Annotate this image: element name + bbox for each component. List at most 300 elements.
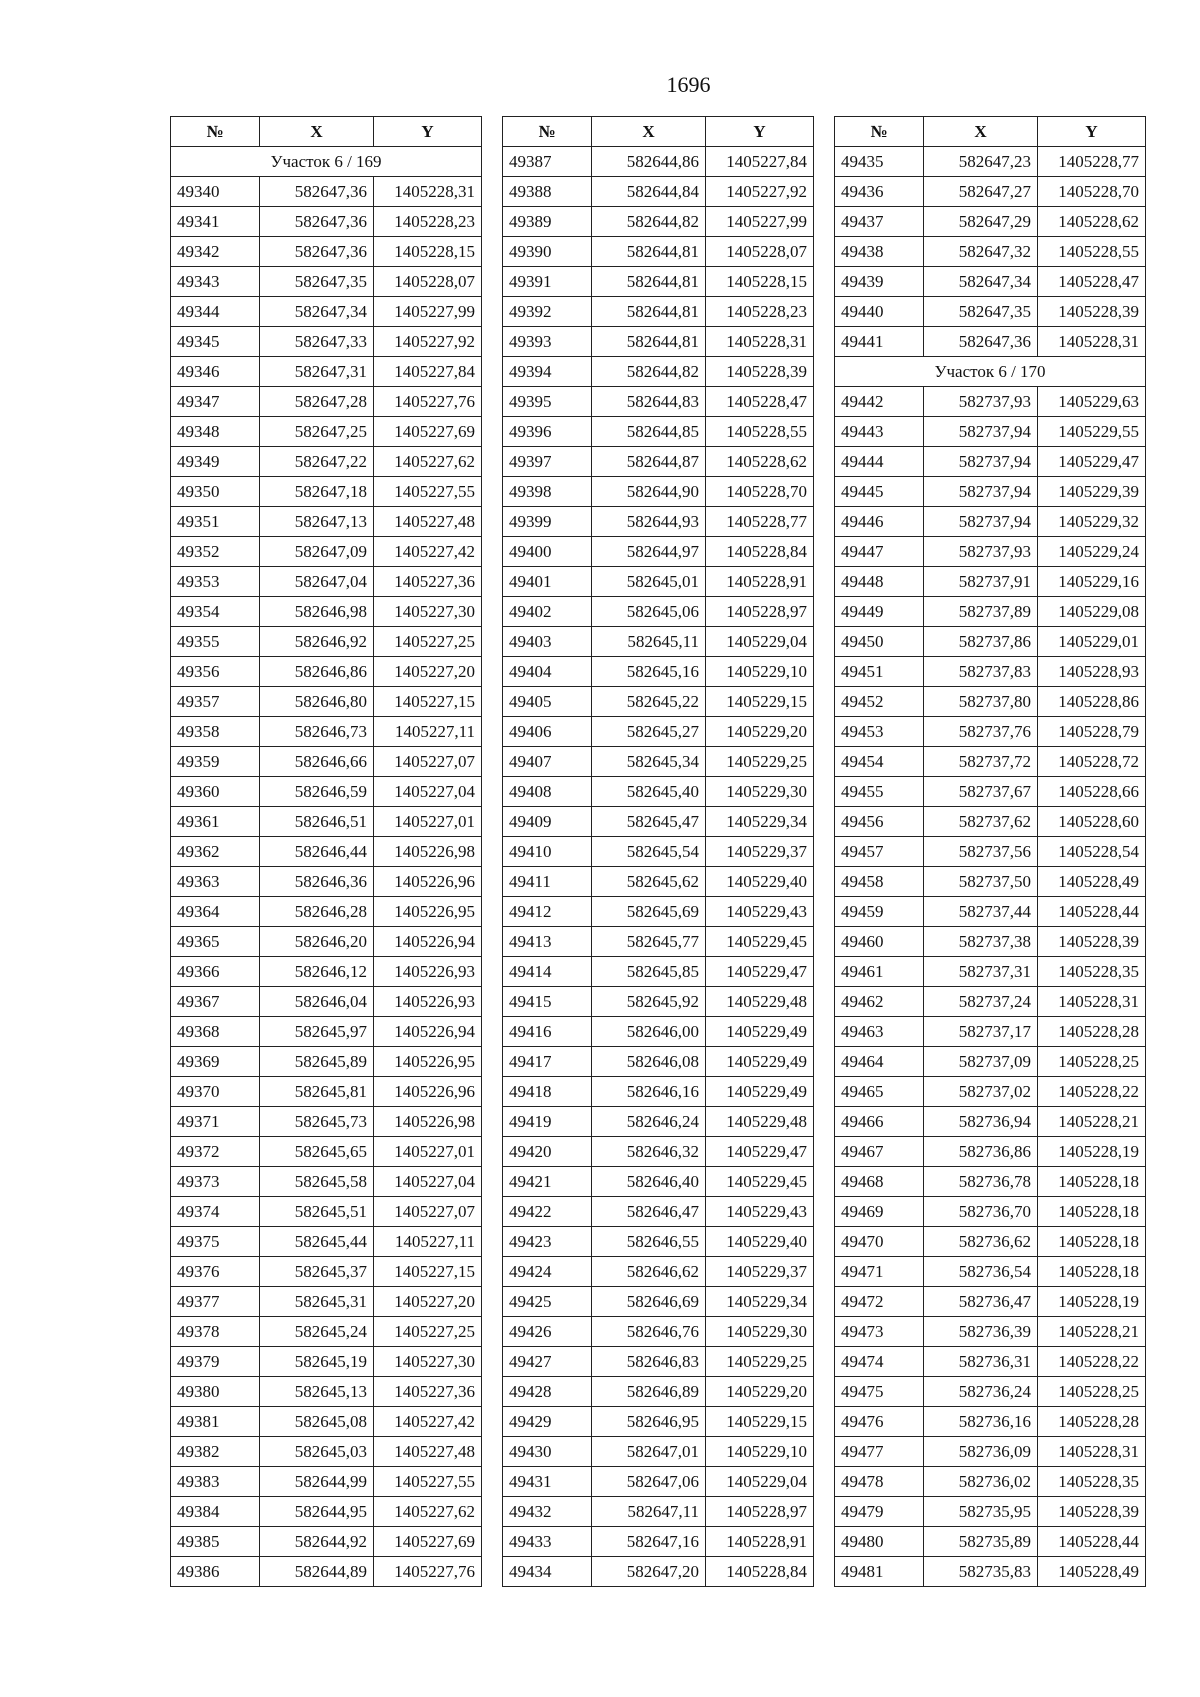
coord-y: 1405228,84: [706, 537, 814, 567]
coord-y: 1405226,96: [374, 867, 482, 897]
point-number: 49398: [503, 477, 592, 507]
point-number: 49393: [503, 327, 592, 357]
table-row: [503, 1527, 814, 1557]
coord-x: 582735,83: [924, 1557, 1038, 1587]
point-number: 49471: [835, 1257, 924, 1287]
coord-y: 1405229,30: [706, 777, 814, 807]
point-number: 49434: [503, 1557, 592, 1587]
coord-x: 582736,94: [924, 1107, 1038, 1137]
table-row: [503, 1197, 814, 1227]
table-row: [835, 627, 1146, 657]
coord-y: 1405226,94: [374, 927, 482, 957]
point-number: 49372: [171, 1137, 260, 1167]
coord-x: 582646,66: [260, 747, 374, 777]
coord-y: 1405227,20: [374, 657, 482, 687]
coord-y: 1405229,25: [706, 747, 814, 777]
coord-x: 582737,93: [924, 537, 1038, 567]
coord-x: 582644,82: [592, 357, 706, 387]
coord-x: 582646,80: [260, 687, 374, 717]
table-row: [503, 1047, 814, 1077]
point-number: 49441: [835, 327, 924, 357]
coord-y: 1405227,42: [374, 1407, 482, 1437]
coord-x: 582646,95: [592, 1407, 706, 1437]
table-row: [503, 1437, 814, 1467]
table-row: [835, 147, 1146, 177]
coord-x: 582645,54: [592, 837, 706, 867]
table-row: [171, 1557, 482, 1587]
table-row: [835, 327, 1146, 357]
table-row: [171, 897, 482, 927]
table-row: [171, 417, 482, 447]
coord-y: 1405229,47: [1038, 447, 1146, 477]
point-number: 49420: [503, 1137, 592, 1167]
header-x: X: [260, 117, 374, 147]
coord-y: 1405228,15: [374, 237, 482, 267]
coord-x: 582737,80: [924, 687, 1038, 717]
point-number: 49389: [503, 207, 592, 237]
coord-x: 582737,94: [924, 477, 1038, 507]
table-row: [171, 957, 482, 987]
coord-x: 582645,27: [592, 717, 706, 747]
coord-y: 1405229,04: [706, 627, 814, 657]
point-number: 49478: [835, 1467, 924, 1497]
point-number: 49433: [503, 1527, 592, 1557]
point-number: 49451: [835, 657, 924, 687]
coord-y: 1405229,45: [706, 1167, 814, 1197]
point-number: 49352: [171, 537, 260, 567]
table-row: [503, 1407, 814, 1437]
point-number: 49402: [503, 597, 592, 627]
point-number: 49376: [171, 1257, 260, 1287]
coord-x: 582646,51: [260, 807, 374, 837]
coord-x: 582646,12: [260, 957, 374, 987]
coord-y: 1405226,95: [374, 1047, 482, 1077]
point-number: 49348: [171, 417, 260, 447]
section-row: [171, 147, 482, 177]
header-number: №: [171, 117, 260, 147]
coord-x: 582736,54: [924, 1257, 1038, 1287]
point-number: 49427: [503, 1347, 592, 1377]
point-number: 49387: [503, 147, 592, 177]
table-row: [503, 1347, 814, 1377]
table-row: [835, 1017, 1146, 1047]
coord-y: 1405228,49: [1038, 867, 1146, 897]
point-number: 49405: [503, 687, 592, 717]
point-number: 49368: [171, 1017, 260, 1047]
point-number: 49344: [171, 297, 260, 327]
point-number: 49481: [835, 1557, 924, 1587]
table-row: [171, 207, 482, 237]
coord-y: 1405227,76: [374, 1557, 482, 1587]
table-row: [835, 837, 1146, 867]
point-number: 49408: [503, 777, 592, 807]
point-number: 49466: [835, 1107, 924, 1137]
coord-y: 1405227,25: [374, 627, 482, 657]
point-number: 49432: [503, 1497, 592, 1527]
coord-y: 1405228,22: [1038, 1077, 1146, 1107]
section-title: Участок 6 / 170: [835, 357, 1146, 387]
table-row: [503, 807, 814, 837]
coord-x: 582646,92: [260, 627, 374, 657]
coord-x: 582736,16: [924, 1407, 1038, 1437]
point-number: 49365: [171, 927, 260, 957]
table-row: [503, 1137, 814, 1167]
point-number: 49467: [835, 1137, 924, 1167]
coord-x: 582647,34: [260, 297, 374, 327]
table-row: [171, 987, 482, 1017]
point-number: 49436: [835, 177, 924, 207]
coord-x: 582647,36: [260, 177, 374, 207]
table-row: [835, 1527, 1146, 1557]
coord-x: 582737,94: [924, 417, 1038, 447]
table-row: [503, 1107, 814, 1137]
table-row: [835, 537, 1146, 567]
table-row: [503, 1077, 814, 1107]
coord-y: 1405227,92: [706, 177, 814, 207]
coord-x: 582647,23: [924, 147, 1038, 177]
coord-x: 582737,02: [924, 1077, 1038, 1107]
table-row: [503, 897, 814, 927]
point-number: 49378: [171, 1317, 260, 1347]
point-number: 49369: [171, 1047, 260, 1077]
coord-x: 582737,89: [924, 597, 1038, 627]
coord-x: 582645,19: [260, 1347, 374, 1377]
table-row: [503, 1497, 814, 1527]
coord-y: 1405227,92: [374, 327, 482, 357]
coord-y: 1405229,04: [706, 1467, 814, 1497]
point-number: 49472: [835, 1287, 924, 1317]
coord-x: 582644,86: [592, 147, 706, 177]
header-number: №: [835, 117, 924, 147]
table-row: [503, 1317, 814, 1347]
point-number: 49414: [503, 957, 592, 987]
coord-y: 1405227,11: [374, 1227, 482, 1257]
coord-x: 582644,83: [592, 387, 706, 417]
point-number: 49455: [835, 777, 924, 807]
point-number: 49410: [503, 837, 592, 867]
point-number: 49426: [503, 1317, 592, 1347]
coord-x: 582647,09: [260, 537, 374, 567]
coord-x: 582645,06: [592, 597, 706, 627]
table-row: [503, 1377, 814, 1407]
coord-y: 1405229,47: [706, 1137, 814, 1167]
coord-x: 582647,20: [592, 1557, 706, 1587]
table-row: [171, 717, 482, 747]
point-number: 49397: [503, 447, 592, 477]
coord-y: 1405227,07: [374, 1197, 482, 1227]
table-row: [171, 1497, 482, 1527]
coord-x: 582646,69: [592, 1287, 706, 1317]
table-row: [171, 1227, 482, 1257]
coordinate-table-1: [170, 116, 482, 1587]
table-row: [835, 1287, 1146, 1317]
table-row: [835, 657, 1146, 687]
coord-y: 1405229,43: [706, 897, 814, 927]
coord-y: 1405228,39: [706, 357, 814, 387]
coord-x: 582646,98: [260, 597, 374, 627]
coord-x: 582646,28: [260, 897, 374, 927]
coord-y: 1405228,84: [706, 1557, 814, 1587]
coord-y: 1405227,55: [374, 477, 482, 507]
coord-x: 582646,08: [592, 1047, 706, 1077]
coord-x: 582737,17: [924, 1017, 1038, 1047]
coord-y: 1405229,49: [706, 1017, 814, 1047]
table-row: [503, 417, 814, 447]
point-number: 49454: [835, 747, 924, 777]
coord-y: 1405228,62: [1038, 207, 1146, 237]
table-row: [835, 1227, 1146, 1257]
coord-x: 582645,01: [592, 567, 706, 597]
coord-y: 1405227,25: [374, 1317, 482, 1347]
coord-x: 582645,77: [592, 927, 706, 957]
table-row: [503, 1257, 814, 1287]
coord-y: 1405226,95: [374, 897, 482, 927]
table-row: [835, 237, 1146, 267]
coord-x: 582646,55: [592, 1227, 706, 1257]
table-row: [171, 1437, 482, 1467]
coord-x: 582644,81: [592, 237, 706, 267]
coord-y: 1405228,25: [1038, 1377, 1146, 1407]
coord-y: 1405228,28: [1038, 1017, 1146, 1047]
point-number: 49356: [171, 657, 260, 687]
coord-x: 582645,89: [260, 1047, 374, 1077]
coord-x: 582646,04: [260, 987, 374, 1017]
table-row: [503, 747, 814, 777]
point-number: 49463: [835, 1017, 924, 1047]
coord-y: 1405229,45: [706, 927, 814, 957]
header-number: №: [503, 117, 592, 147]
coord-y: 1405227,36: [374, 1377, 482, 1407]
coord-y: 1405227,20: [374, 1287, 482, 1317]
point-number: 49399: [503, 507, 592, 537]
point-number: 49341: [171, 207, 260, 237]
coord-y: 1405228,35: [1038, 1467, 1146, 1497]
coord-y: 1405228,18: [1038, 1167, 1146, 1197]
table-row: [503, 1017, 814, 1047]
coord-x: 582645,51: [260, 1197, 374, 1227]
coord-y: 1405228,28: [1038, 1407, 1146, 1437]
coord-x: 582646,76: [592, 1317, 706, 1347]
coord-y: 1405228,49: [1038, 1557, 1146, 1587]
point-number: 49477: [835, 1437, 924, 1467]
coord-x: 582644,87: [592, 447, 706, 477]
point-number: 49439: [835, 267, 924, 297]
table-row: [171, 597, 482, 627]
coord-y: 1405229,63: [1038, 387, 1146, 417]
table-row: [835, 447, 1146, 477]
point-number: 49445: [835, 477, 924, 507]
point-number: 49361: [171, 807, 260, 837]
coord-y: 1405228,66: [1038, 777, 1146, 807]
point-number: 49343: [171, 267, 260, 297]
table-row: [835, 957, 1146, 987]
section-title: Участок 6 / 169: [171, 147, 482, 177]
table-row: [835, 1377, 1146, 1407]
page-number: 1696: [666, 72, 711, 97]
coord-x: 582645,34: [592, 747, 706, 777]
header-y: Y: [706, 117, 814, 147]
coord-y: 1405228,86: [1038, 687, 1146, 717]
coord-x: 582645,37: [260, 1257, 374, 1287]
point-number: 49404: [503, 657, 592, 687]
table-row: [835, 477, 1146, 507]
table-row: [503, 927, 814, 957]
coord-x: 582647,22: [260, 447, 374, 477]
table-row: [503, 1227, 814, 1257]
table-row: [835, 597, 1146, 627]
coord-x: 582645,16: [592, 657, 706, 687]
point-number: 49443: [835, 417, 924, 447]
coord-x: 582647,11: [592, 1497, 706, 1527]
coord-y: 1405227,36: [374, 567, 482, 597]
coord-x: 582647,06: [592, 1467, 706, 1497]
coord-x: 582737,76: [924, 717, 1038, 747]
coord-x: 582647,34: [924, 267, 1038, 297]
point-number: 49385: [171, 1527, 260, 1557]
coord-x: 582645,85: [592, 957, 706, 987]
table-row: [503, 957, 814, 987]
coord-x: 582645,44: [260, 1227, 374, 1257]
coord-x: 582735,95: [924, 1497, 1038, 1527]
coord-y: 1405226,93: [374, 987, 482, 1017]
point-number: 49476: [835, 1407, 924, 1437]
coord-y: 1405227,69: [374, 1527, 482, 1557]
coord-x: 582644,97: [592, 537, 706, 567]
point-number: 49384: [171, 1497, 260, 1527]
table-row: [171, 927, 482, 957]
point-number: 49459: [835, 897, 924, 927]
table-row: [171, 357, 482, 387]
coord-x: 582647,36: [260, 237, 374, 267]
coord-x: 582737,67: [924, 777, 1038, 807]
header-x: X: [924, 117, 1038, 147]
coord-y: 1405228,62: [706, 447, 814, 477]
coord-y: 1405228,18: [1038, 1197, 1146, 1227]
section-row: [835, 357, 1146, 387]
coord-y: 1405228,18: [1038, 1257, 1146, 1287]
point-number: 49447: [835, 537, 924, 567]
table-row: [171, 1257, 482, 1287]
point-number: 49468: [835, 1167, 924, 1197]
table-row: [835, 297, 1146, 327]
table-row: [171, 1317, 482, 1347]
coord-y: 1405229,37: [706, 837, 814, 867]
coord-x: 582736,31: [924, 1347, 1038, 1377]
point-number: 49470: [835, 1227, 924, 1257]
point-number: 49418: [503, 1077, 592, 1107]
coord-x: 582646,40: [592, 1167, 706, 1197]
table-row: [503, 567, 814, 597]
coord-x: 582647,36: [924, 327, 1038, 357]
coord-x: 582646,24: [592, 1107, 706, 1137]
coord-x: 582644,81: [592, 327, 706, 357]
table-row: [171, 1407, 482, 1437]
point-number: 49403: [503, 627, 592, 657]
coord-y: 1405228,97: [706, 597, 814, 627]
point-number: 49413: [503, 927, 592, 957]
coord-x: 582647,35: [924, 297, 1038, 327]
point-number: 49462: [835, 987, 924, 1017]
coord-x: 582736,70: [924, 1197, 1038, 1227]
table-header-row: [171, 117, 482, 147]
table-row: [835, 177, 1146, 207]
coord-x: 582645,92: [592, 987, 706, 1017]
coord-y: 1405229,34: [706, 807, 814, 837]
point-number: 49444: [835, 447, 924, 477]
table-row: [835, 567, 1146, 597]
point-number: 49364: [171, 897, 260, 927]
coord-y: 1405228,18: [1038, 1227, 1146, 1257]
table-row: [835, 1497, 1146, 1527]
coord-y: 1405229,08: [1038, 597, 1146, 627]
point-number: 49345: [171, 327, 260, 357]
coord-y: 1405227,30: [374, 597, 482, 627]
point-number: 49377: [171, 1287, 260, 1317]
coord-y: 1405228,31: [1038, 327, 1146, 357]
table-row: [835, 1317, 1146, 1347]
coord-y: 1405228,93: [1038, 657, 1146, 687]
coord-y: 1405227,04: [374, 1167, 482, 1197]
coord-x: 582647,18: [260, 477, 374, 507]
coord-x: 582645,81: [260, 1077, 374, 1107]
point-number: 49480: [835, 1527, 924, 1557]
coord-x: 582737,56: [924, 837, 1038, 867]
table-row: [171, 567, 482, 597]
coord-x: 582647,04: [260, 567, 374, 597]
coord-y: 1405227,62: [374, 1497, 482, 1527]
coord-y: 1405227,76: [374, 387, 482, 417]
table-row: [171, 327, 482, 357]
table-row: [171, 477, 482, 507]
coord-y: 1405228,44: [1038, 897, 1146, 927]
point-number: 49373: [171, 1167, 260, 1197]
coord-x: 582737,62: [924, 807, 1038, 837]
point-number: 49411: [503, 867, 592, 897]
point-number: 49366: [171, 957, 260, 987]
coord-x: 582737,93: [924, 387, 1038, 417]
point-number: 49412: [503, 897, 592, 927]
coord-y: 1405228,47: [1038, 267, 1146, 297]
table-row: [835, 1257, 1146, 1287]
coord-x: 582737,86: [924, 627, 1038, 657]
coord-y: 1405228,22: [1038, 1347, 1146, 1377]
point-number: 49363: [171, 867, 260, 897]
point-number: 49430: [503, 1437, 592, 1467]
coord-x: 582737,72: [924, 747, 1038, 777]
point-number: 49428: [503, 1377, 592, 1407]
table-row: [171, 1107, 482, 1137]
table-row: [835, 897, 1146, 927]
coord-x: 582645,69: [592, 897, 706, 927]
header-y: Y: [1038, 117, 1146, 147]
coord-y: 1405227,84: [706, 147, 814, 177]
coord-y: 1405228,07: [374, 267, 482, 297]
coordinate-table-2: [502, 116, 814, 1587]
coord-y: 1405228,07: [706, 237, 814, 267]
point-number: 49362: [171, 837, 260, 867]
table-row: [503, 477, 814, 507]
coord-x: 582737,94: [924, 447, 1038, 477]
table-row: [171, 237, 482, 267]
coord-y: 1405229,25: [706, 1347, 814, 1377]
header-x: X: [592, 117, 706, 147]
table-row: [171, 1347, 482, 1377]
coord-y: 1405228,54: [1038, 837, 1146, 867]
table-row: [835, 417, 1146, 447]
table-row: [171, 297, 482, 327]
point-number: 49446: [835, 507, 924, 537]
point-number: 49360: [171, 777, 260, 807]
